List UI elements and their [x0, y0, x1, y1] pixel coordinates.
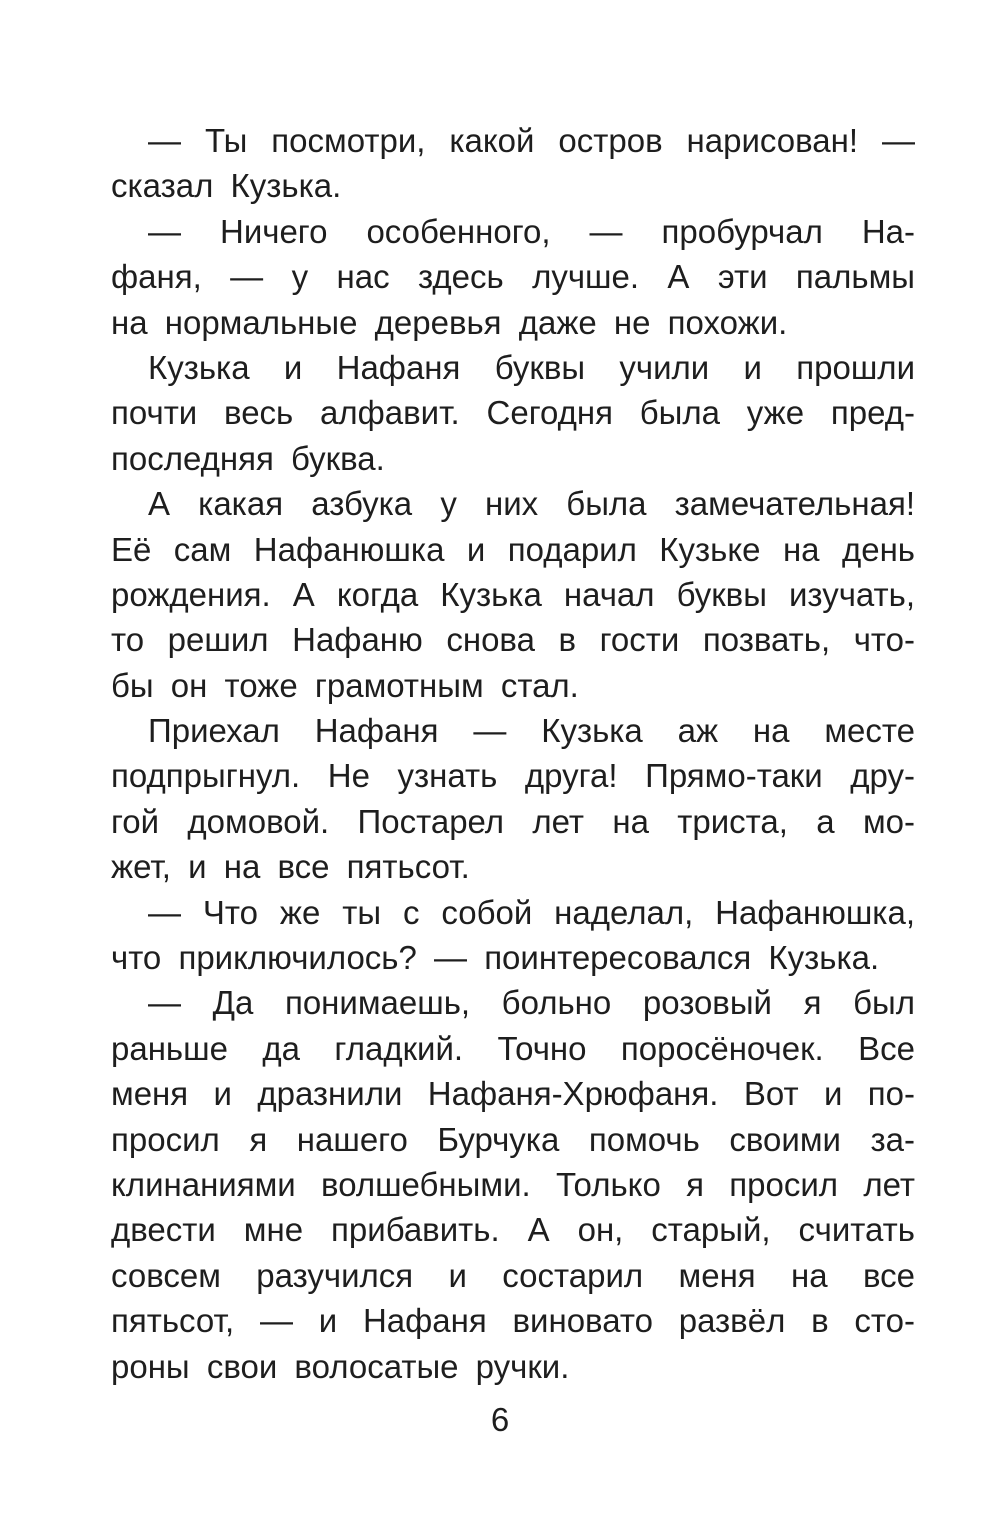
paragraph [111, 980, 915, 1389]
text-line: двести мне прибавить. А он, старый, считать [111, 1211, 915, 1249]
text-line: фаня, — у нас здесь лучше. А эти пальмы [111, 258, 915, 296]
paragraph [111, 708, 915, 890]
text-line: Кузька и Нафаня буквы учили и прошли [148, 348, 915, 386]
page-number: 6 [490, 1401, 510, 1438]
text-line: меня и дразнили Нафаня-Хрюфаня. Вот и по- [111, 1075, 915, 1113]
text-line: клинаниями волшебными. Только я просил лет [111, 1165, 915, 1203]
text-line: А какая азбука у них была замечательная! [148, 485, 915, 523]
text-line: раньше да гладкий. Точно поросёночек. Все [111, 1029, 915, 1067]
text-line: — Ты посмотри, какой остров нарисован! — [148, 122, 915, 159]
text-line: подпрыгнул. Не узнать друга! Прямо-таки дру- [111, 757, 915, 795]
text-line: Приехал Нафаня — Кузька аж на месте [148, 712, 915, 750]
paragraph [111, 345, 915, 481]
text-line: гой домовой. Постарел лет на триста, а мо- [111, 802, 915, 840]
text-line: сказал Кузька. [111, 167, 342, 205]
text-line: почти весь алфавит. Сегодня была уже пред- [111, 394, 915, 432]
paragraph [111, 481, 915, 708]
text-line: совсем разучился и состарил меня на все [111, 1256, 915, 1294]
text-line: жет, и на все пятьсот. [111, 848, 470, 886]
text-line: — Что же ты с собой наделал, Нафанюшка, [148, 893, 915, 931]
text-column [111, 118, 915, 1389]
text-line: — Ничего особенного, — пробурчал На- [148, 212, 915, 250]
text-line: бы он тоже грамотным стал. [111, 666, 579, 704]
paragraph [111, 209, 915, 345]
paragraph [111, 890, 915, 981]
text-line: просил я нашего Бурчука помочь своими за- [111, 1120, 915, 1158]
text-line: последняя буква. [111, 439, 385, 477]
text-line: то решил Нафаню снова в гости позвать, что- [111, 621, 915, 659]
text-line: на нормальные деревья даже не похожи. [111, 303, 788, 341]
text-line: что приключилось? — поинтересовался Кузька. [111, 939, 880, 977]
text-line: пятьсот, — и Нафаня виновато развёл в сто- [111, 1302, 915, 1340]
text-line: роны свои волосатые ручки. [111, 1347, 570, 1385]
text-line: — Да понимаешь, больно розовый я был [148, 984, 915, 1022]
text-line: Её сам Нафанюшка и подарил Кузьке на день [111, 530, 915, 568]
text-line: рождения. А когда Кузька начал буквы изучать, [111, 575, 915, 613]
paragraph [111, 118, 915, 209]
